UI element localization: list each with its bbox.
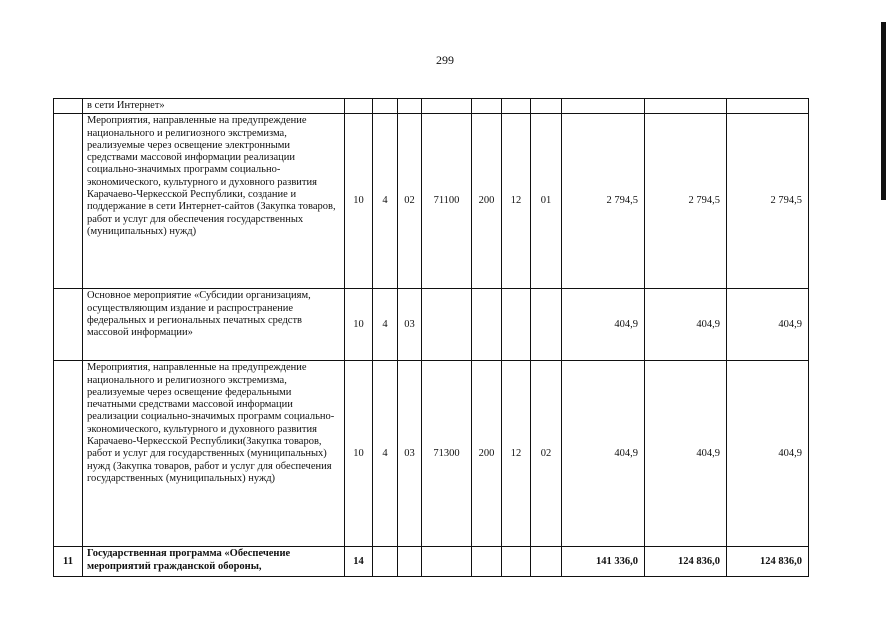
amount-cell (562, 99, 645, 114)
code-cell (373, 99, 398, 114)
code-cell: 03 (398, 361, 422, 547)
code-cell: 14 (345, 547, 373, 577)
amount-cell: 141 336,0 (562, 547, 645, 577)
table-row (54, 289, 809, 361)
amount-cell: 404,9 (645, 289, 727, 361)
code-cell: 10 (345, 114, 373, 289)
table-row (54, 114, 809, 289)
code-cell (422, 547, 472, 577)
code-cell: 10 (345, 289, 373, 361)
code-cell: 02 (398, 114, 422, 289)
code-cell (422, 289, 472, 361)
amount-cell: 2 794,5 (562, 114, 645, 289)
code-cell: 03 (398, 289, 422, 361)
code-cell: 4 (373, 289, 398, 361)
code-cell: 01 (531, 114, 562, 289)
code-cell (398, 547, 422, 577)
code-cell (345, 99, 373, 114)
code-cell (398, 99, 422, 114)
row-description: в сети Интернет» (83, 99, 345, 114)
code-cell (531, 99, 562, 114)
table-row (54, 547, 809, 577)
row-description: Основное мероприятие «Субсидии организациям, осуществляющим издание и распространение федеральных и региональных печатных средств массовой информации» (83, 289, 345, 361)
row-number (54, 361, 83, 547)
code-cell (373, 547, 398, 577)
row-number (54, 289, 83, 361)
code-cell: 71300 (422, 361, 472, 547)
code-cell (422, 99, 472, 114)
amount-cell (645, 99, 727, 114)
row-number (54, 114, 83, 289)
code-cell (472, 289, 502, 361)
scan-margin-mark (881, 22, 886, 200)
table-row (54, 361, 809, 547)
row-description: Мероприятия, направленные на предупреждение национального и религиозного экстремизма, реализуемые через освещение федеральными печатными средствами массовой информации реализации социально-значимых программ социально-экономического, культурного и духовного развития Карачаево-Черкесской Республики(Закупка товаров, работ и услуг для государственных (муниципальных) нужд (Закупка товаров, работ и услуг для обеспечения государственных (муниципальных) нужд) (83, 361, 345, 547)
code-cell: 12 (502, 361, 531, 547)
row-description: Государственная программа «Обеспечение мероприятий гражданской обороны, (83, 547, 345, 577)
code-cell: 71100 (422, 114, 472, 289)
amount-cell: 404,9 (562, 361, 645, 547)
page-number: 299 (436, 53, 454, 67)
amount-cell: 404,9 (727, 289, 809, 361)
row-number (54, 99, 83, 114)
code-cell: 4 (373, 361, 398, 547)
code-cell (502, 289, 531, 361)
amount-cell: 404,9 (562, 289, 645, 361)
code-cell (502, 547, 531, 577)
code-cell (472, 99, 502, 114)
code-cell (502, 99, 531, 114)
code-cell: 12 (502, 114, 531, 289)
code-cell: 200 (472, 361, 502, 547)
amount-cell: 2 794,5 (645, 114, 727, 289)
code-cell (531, 289, 562, 361)
row-description: Мероприятия, направленные на предупреждение национального и религиозного экстремизма, реализуемые через освещение электронными средствами массовой информации реализации социально-значимых программ социально-экономического, культурного и духовного развития Карачаево-Черкесской Республики, создание и поддержание в сети Интернет-сайтов (Закупка товаров, работ и услуг для обеспечения государственных (муниципальных) нужд) (83, 114, 345, 289)
table-row (54, 99, 809, 114)
row-number: 11 (54, 547, 83, 577)
amount-cell: 404,9 (645, 361, 727, 547)
amount-cell: 124 836,0 (727, 547, 809, 577)
code-cell (472, 547, 502, 577)
amount-cell: 2 794,5 (727, 114, 809, 289)
amount-cell (727, 99, 809, 114)
code-cell: 02 (531, 361, 562, 547)
code-cell: 200 (472, 114, 502, 289)
budget-table (53, 98, 809, 577)
code-cell: 4 (373, 114, 398, 289)
code-cell: 10 (345, 361, 373, 547)
amount-cell: 404,9 (727, 361, 809, 547)
code-cell (531, 547, 562, 577)
amount-cell: 124 836,0 (645, 547, 727, 577)
